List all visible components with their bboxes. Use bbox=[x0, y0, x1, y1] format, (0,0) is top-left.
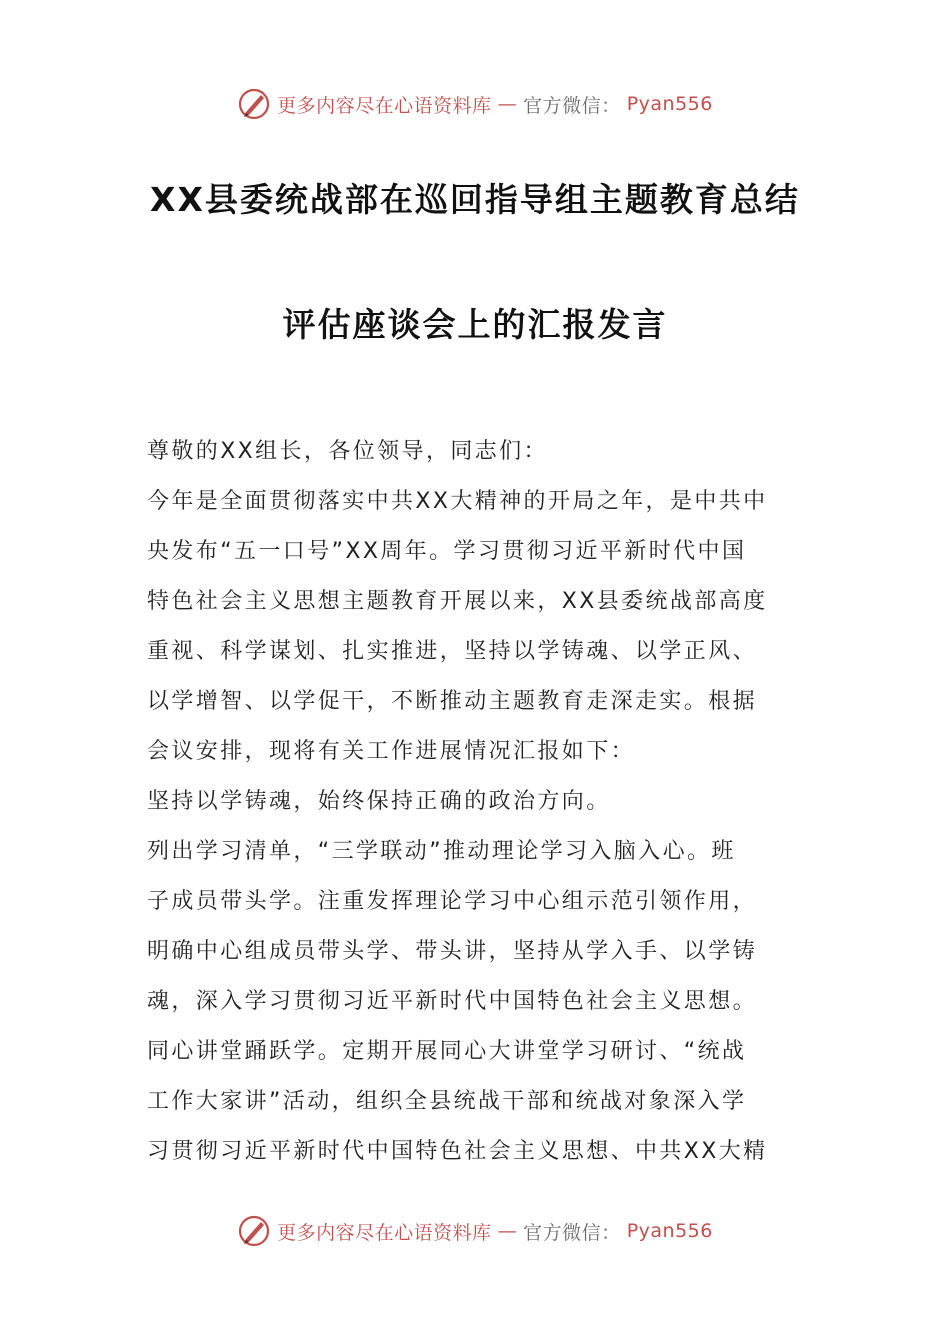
brand-logo-icon bbox=[237, 87, 271, 121]
body-line: 以学增智、以学促干，不断推动主题教育走深走实。根据 bbox=[147, 689, 758, 714]
watermark-wechat-id: Pyan556 bbox=[626, 1220, 713, 1242]
watermark-official-label: 官方微信： bbox=[523, 94, 621, 117]
body-line: 工作大家讲”活动，组织全县统战干部和统战对象深入学 bbox=[147, 1089, 747, 1114]
header-watermark bbox=[0, 84, 950, 124]
body-line: 明确中心组成员带头学、带头讲，坚持从学入手、以学铸 bbox=[147, 939, 758, 964]
body-line: 同心讲堂踊跃学。定期开展同心大讲堂学习研讨、“统战 bbox=[147, 1039, 747, 1064]
body-line: 尊敬的XX组长，各位领导，同志们： bbox=[147, 439, 548, 464]
body-line: 魂，深入学习贯彻习近平新时代中国特色社会主义思想。 bbox=[147, 989, 758, 1014]
watermark-separator: — bbox=[497, 1220, 518, 1242]
footer-watermark bbox=[0, 1211, 950, 1251]
watermark-brand: 更多内容尽在心语资料库 bbox=[277, 94, 492, 117]
watermark-separator: — bbox=[497, 93, 518, 115]
body-line: 特色社会主义思想主题教育开展以来，XX县委统战部高度 bbox=[147, 589, 768, 614]
watermark-wechat-id: Pyan556 bbox=[626, 93, 713, 115]
document-title-line-1: XX县委统战部在巡回指导组主题教育总结 bbox=[150, 180, 800, 219]
body-line: 央发布“五一口号”XX周年。学习贯彻习近平新时代中国 bbox=[147, 539, 747, 564]
watermark-official-label: 官方微信： bbox=[523, 1221, 621, 1244]
document-title-line-2: 评估座谈会上的汇报发言 bbox=[282, 305, 668, 344]
watermark-brand: 更多内容尽在心语资料库 bbox=[277, 1221, 492, 1244]
body-line: 子成员带头学。注重发挥理论学习中心组示范引领作用， bbox=[147, 889, 758, 914]
body-line: 习贯彻习近平新时代中国特色社会主义思想、中共XX大精 bbox=[147, 1139, 768, 1164]
body-line: 重视、科学谋划、扎实推进，坚持以学铸魂、以学正风、 bbox=[147, 639, 758, 664]
body-line: 今年是全面贯彻落实中共XX大精神的开局之年，是中共中 bbox=[147, 489, 768, 514]
document-body bbox=[147, 427, 807, 1177]
brand-logo-icon bbox=[237, 1214, 271, 1248]
body-line: 列出学习清单，“三学联动”推动理论学习入脑入心。班 bbox=[147, 839, 736, 864]
body-line: 坚持以学铸魂，始终保持正确的政治方向。 bbox=[147, 789, 611, 814]
body-line: 会议安排，现将有关工作进展情况汇报如下： bbox=[147, 739, 636, 764]
